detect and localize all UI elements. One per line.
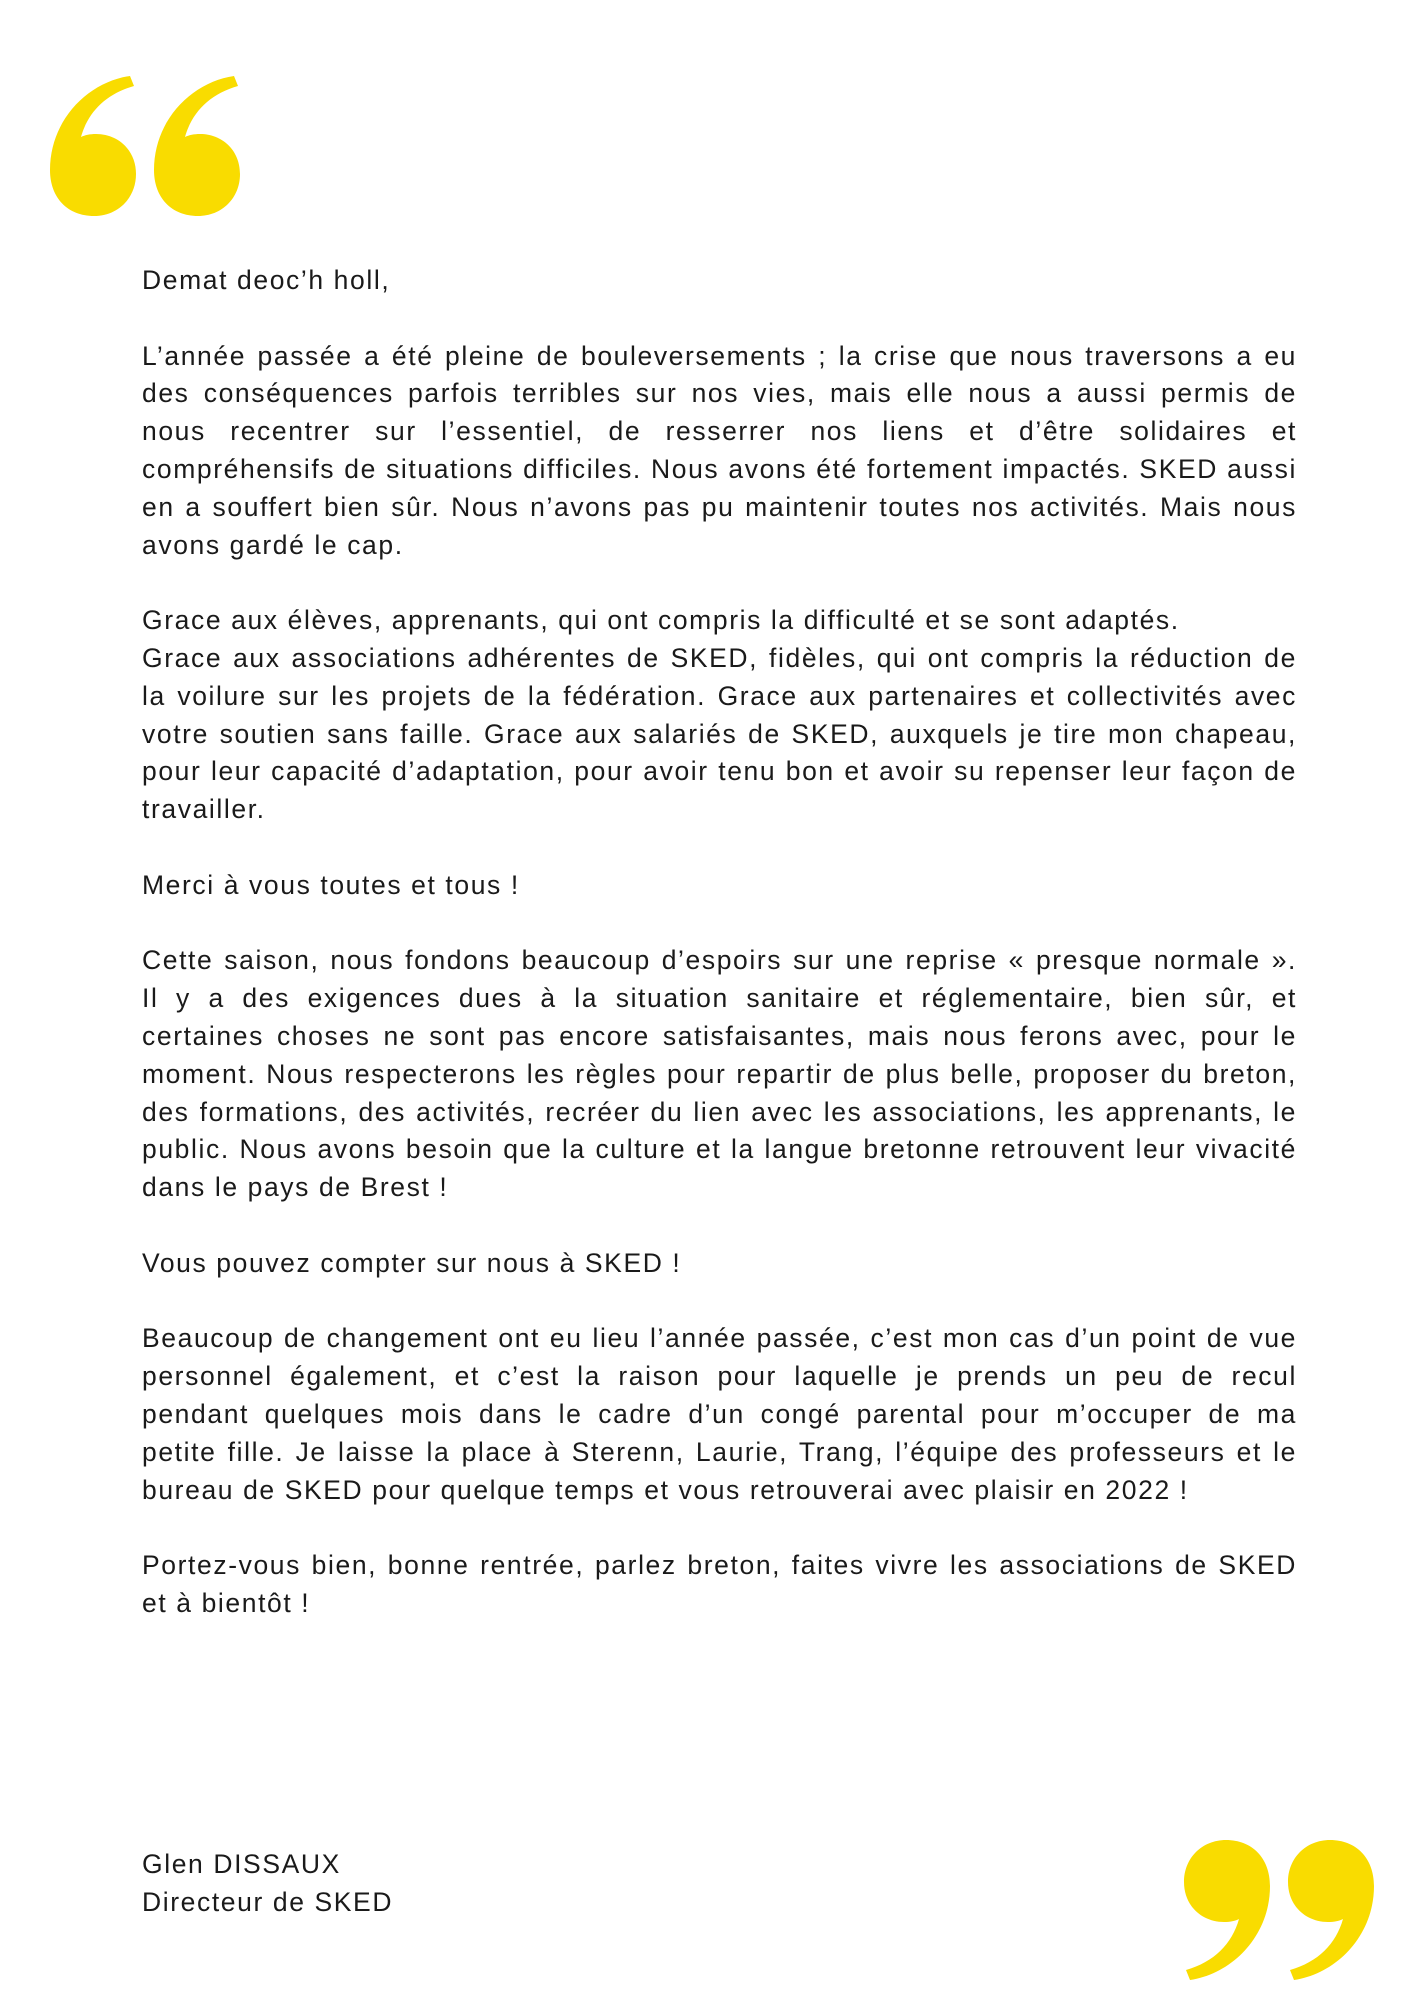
paragraph-3: Merci à vous toutes et tous ! <box>142 869 520 900</box>
paragraph-2a: Grace aux élèves, apprenants, qui ont compris la difficulté et se sont adaptés. <box>142 605 1180 636</box>
signature-block <box>142 1846 393 1922</box>
greeting: Demat deoc’h holl, <box>142 265 391 295</box>
letter-body <box>142 262 1297 1660</box>
signatory-title: Directeur de SKED <box>142 1886 394 1917</box>
paragraph-7: Portez-vous bien, bonne rentrée, parlez breton, faites vivre les associations de SKED et à bientôt ! <box>142 1550 1297 1618</box>
closing-quote-icon <box>1180 1838 1380 1988</box>
signatory-name: Glen DISSAUX <box>142 1849 341 1879</box>
opening-quote-icon <box>44 68 240 218</box>
paragraph-4: Cette saison, nous fondons beaucoup d’espoirs sur une reprise « presque normale ». Il y a des exigences dues à la situation sanitaire et réglementaire, bien sûr, et certaines choses ne sont pas encore satisfaisantes, mais nous ferons avec, pour le moment. Nous respecterons les règles pour repartir de plus belle, proposer du breton, des formations, des activités, recréer du lien avec les associations, les apprenants, le public. Nous avons besoin que la culture et la langue bretonne retrouvent leur vivacité dans le pays de Brest ! <box>142 945 1297 1203</box>
paragraph-1: L’année passée a été pleine de bouleversements ; la crise que nous traversons a eu des conséquences parfois terribles sur nos vies, mais elle nous a aussi permis de nous recentrer sur l’essentiel, de resserrer nos liens et d’être solidaires et compréhensifs de situations difficiles. Nous avons été fortement impactés. SKED aussi en a souffert bien sûr. Nous n’avons pas pu maintenir toutes nos activités. Mais nous avons gardé le cap. <box>142 340 1297 560</box>
paragraph-2b: Grace aux associations adhérentes de SKED, fidèles, qui ont compris la réduction de la voilure sur les projets de la fédération. Grace aux partenaires et collectivités avec votre soutien sans faille. Grace aux salariés de SKED, auxquels je tire mon chapeau, pour leur capacité d’adaptation, pour avoir tenu bon et avoir su repenser leur façon de travailler. <box>142 642 1297 825</box>
paragraph-5: Vous pouvez compter sur nous à SKED ! <box>142 1247 682 1278</box>
paragraph-6: Beaucoup de changement ont eu lieu l’année passée, c’est mon cas d’un point de vue personnel également, et c’est la raison pour laquelle je prends un peu de recul pendant quelques mois dans le cadre d’un congé parental pour m’occuper de ma petite fille. Je laisse la place à Sterenn, Laurie, Trang, l’équipe des professeurs et le bureau de SKED pour quelque temps et vous retrouverai avec plaisir en 2022 ! <box>142 1323 1297 1505</box>
